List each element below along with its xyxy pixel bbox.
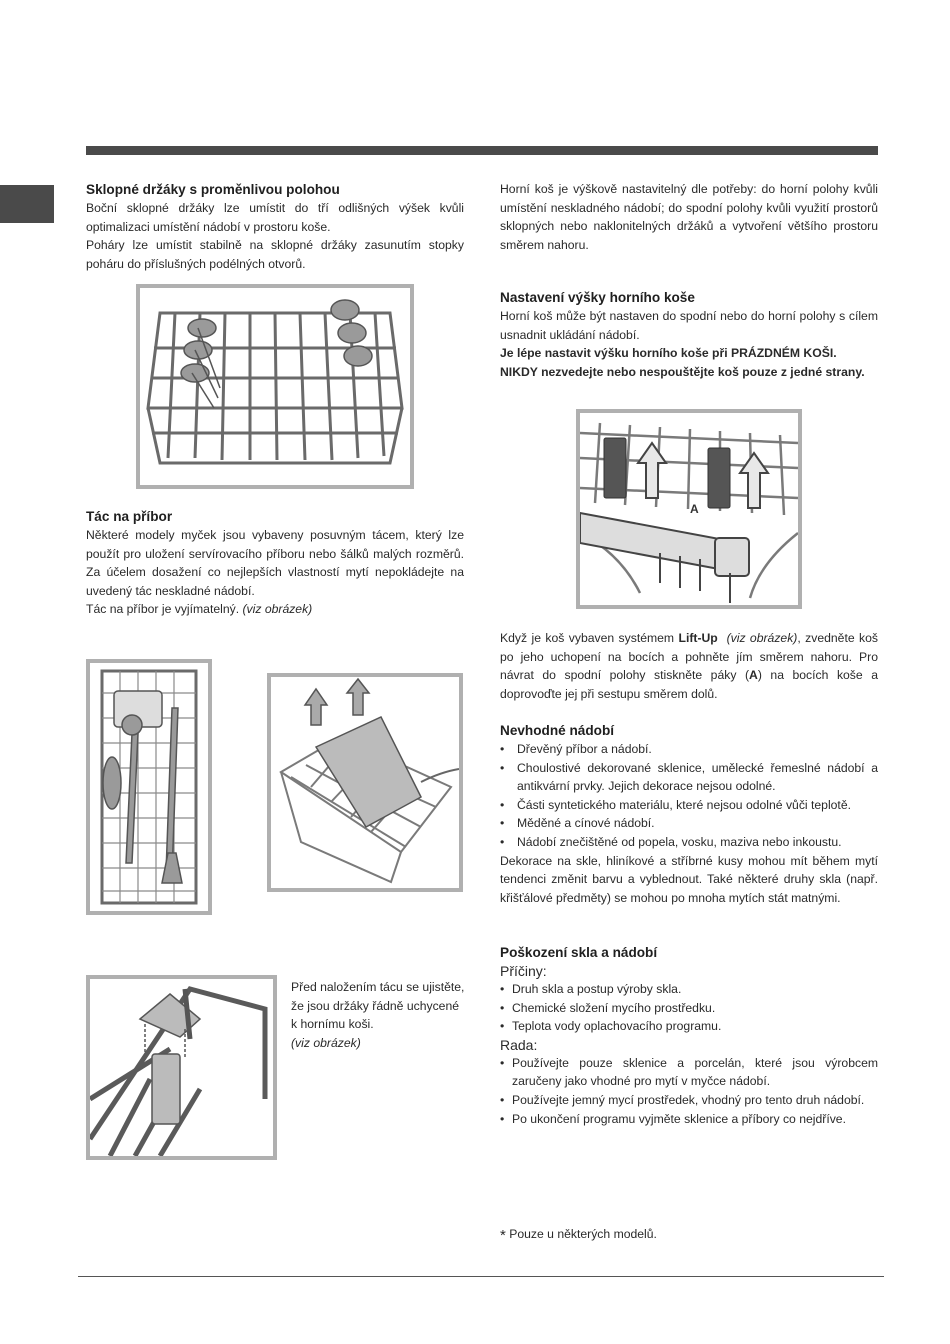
list-item: • Nádobí znečištěné od popela, vosku, maziva nebo inkoustu. (500, 833, 878, 852)
paragraph: Horní koš může být nastaven do spodní nebo do horní polohy s cílem usnadnit ukládání nádobí. (500, 309, 878, 342)
section-unsuitable-dishes (500, 721, 878, 907)
paragraph: Boční sklopné držáky lze umístit do tří odlišných výšek kvůli optimalizaci umístění nádobí v prostoru koše. (86, 201, 464, 234)
section-glass-damage (500, 943, 878, 1128)
tray-holder-attachment-figure (86, 975, 277, 1160)
paragraph: Poháry lze umístit stabilně na sklopné držáky zasunutím stopky poháru do příslušných podélných otvorů. (86, 238, 464, 271)
footnote-text: Pouze u některých modelů. (509, 1227, 657, 1241)
list-item: • Měděné a cínové nádobí. (500, 814, 878, 833)
warning-text: NIKDY nezvedejte nebo nespouštějte koš pouze z jedné strany. (500, 364, 865, 379)
paragraph: Když je koš vybaven systémem Lift-Up (viz obrázek), zvedněte koš po jeho uchopení na bocích a pohněte jím směrem nahoru. Pro návrat do spodní polohy stiskněte páky (A) na bocích koše a doprovoďte jej při sestupu směrem dolů. (500, 631, 878, 701)
note-text: Před naložením tácu se ujistěte, že jsou držáky řádně uchycené k hornímu koši. (291, 980, 465, 1032)
paragraph-text: Tác na příbor je vyjímatelný. (86, 602, 240, 617)
list-item: • Chemické složení mycího prostředku. (500, 999, 878, 1018)
figure-reference: (viz obrázek) (726, 631, 798, 645)
section-title: Nastavení výšky horního koše (500, 290, 695, 305)
list-item: • Používejte pouze sklenice a porcelán, které jsou výrobcem zaručeny jako vhodné pro mytí v myčce nádobí. (500, 1054, 878, 1091)
basket-holders-figure (136, 284, 414, 489)
cutlery-tray-removal-figure (267, 673, 463, 892)
advice-label: Rada: (500, 1036, 538, 1053)
figure-reference: (viz obrázek) (291, 1035, 361, 1050)
paragraph: Některé modely myček jsou vybaveny posuvným tácem, který lze použít pro uložení servírovacího příboru nebo šálků malých rozměrů. Za účelem dosažení co nejlepších vlastností mytí nepokládejte na uvedený tác neskladné nádobí. (86, 528, 464, 598)
list-item: • Druh skla a postup výroby skla. (500, 980, 878, 999)
holder-illustration (90, 979, 273, 1156)
basket-illustration (140, 288, 410, 485)
section-title: Nevhodné nádobí (500, 723, 615, 738)
tray-removal-illustration (271, 677, 459, 888)
section-title: Tác na příbor (86, 509, 173, 524)
lever-label: A (690, 502, 699, 516)
list-item: • Po ukončení programu vyjměte sklenice a příbory co nejdříve. (500, 1110, 878, 1129)
lift-up-figure (576, 409, 802, 609)
advice-list (500, 1054, 878, 1128)
basket-intro (500, 180, 878, 254)
lift-up-term: Lift-Up (678, 631, 718, 645)
tray-note (291, 978, 466, 1052)
section-tab-marker (0, 185, 54, 223)
cutlery-tray-figure (86, 659, 212, 915)
list-item: • Teplota vody oplachovacího programu. (500, 1017, 878, 1036)
unsuitable-list (500, 740, 878, 852)
paragraph: Dekorace na skle, hliníkové a stříbrné kusy mohou mít během mytí tendenci změnit barvu a vyblednout. Také některé druhy skla (např. křišťálové předměty) se mohou po mnoha mytích stát matnými. (500, 853, 878, 905)
footer-rule (78, 1276, 884, 1277)
lift-up-paragraph (500, 629, 878, 703)
figure-reference: (viz obrázek) (242, 602, 313, 617)
lever-ref: A (749, 668, 758, 683)
footnote-star: * (500, 1227, 506, 1244)
list-item: • Používejte jemný mycí prostředek, vhodný pro tento druh nádobí. (500, 1091, 878, 1110)
section-title: Poškození skla a nádobí (500, 945, 658, 960)
cutlery-tray-illustration (90, 663, 208, 911)
causes-list (500, 980, 878, 1036)
section-basket-height (500, 288, 878, 381)
list-item: • Choulostivé dekorované sklenice, umělecké řemeslné nádobí a antikvární prvky. Jejich dekorace nejsou odolné. (500, 759, 878, 796)
section-tilting-holders (86, 180, 464, 273)
footnote (500, 1225, 657, 1245)
section-title: Sklopné držáky s proměnlivou polohou (86, 182, 340, 197)
paragraph: Horní koš je výškově nastavitelný dle potřeby: do horní polohy kvůli umístění neskladného nádobí; do spodní polohy kvůli využití prostorů sklopných nebo naklonitelných držáků a vytvoření většího prostoru směrem nahoru. (500, 182, 878, 252)
header-rule (86, 146, 878, 155)
causes-label: Příčiny: (500, 963, 547, 979)
list-item: • Části syntetického materiálu, které nejsou odolné vůči teplotě. (500, 796, 878, 815)
warning-text: Je lépe nastavit výšku horního koše při PRÁZDNÉM KOŠI. (500, 346, 837, 361)
list-item: • Dřevěný příbor a nádobí. (500, 740, 878, 759)
paragraph (86, 600, 464, 619)
section-cutlery-tray (86, 507, 464, 619)
lift-up-illustration (580, 413, 798, 605)
